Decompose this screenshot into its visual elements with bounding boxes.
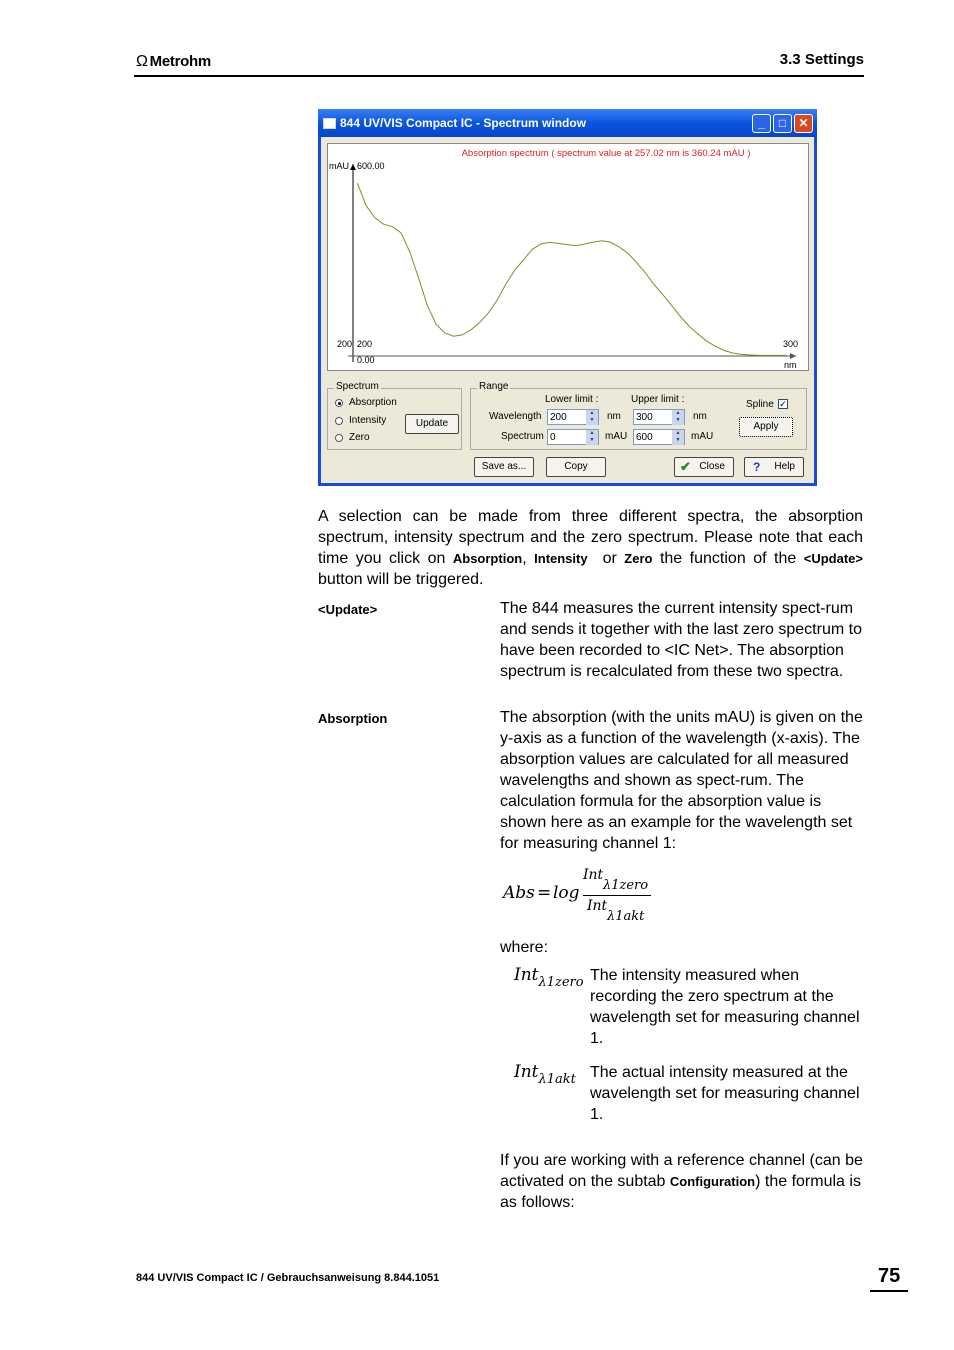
spectrum-plot — [327, 143, 809, 371]
spin-arrows-icon[interactable]: ▲ ▼ — [672, 410, 684, 425]
update-description: The 844 measures the current intensity spect-rum and sends it together with the last zero spectrum to have been recorded to <IC Net>. The absorption spectrum is recalculated from these two spectra. — [500, 600, 862, 680]
update-term: <Update> — [318, 602, 378, 617]
formula-log: log — [553, 883, 580, 903]
absorption-formula — [503, 864, 663, 928]
spin-arrows-icon[interactable]: ▲ ▼ — [586, 430, 598, 445]
spectrum-label: Spectrum — [501, 431, 544, 442]
x-axis-arrow-icon — [790, 353, 796, 359]
save-as-button[interactable]: Save as... — [474, 457, 534, 477]
copy-button[interactable]: Copy — [546, 457, 606, 477]
x-unit-label: nm — [784, 360, 797, 370]
logo-text: Metrohm — [149, 53, 211, 70]
spline-checkbox[interactable]: ✓ — [779, 399, 787, 409]
def2-base: Int — [514, 1062, 539, 1082]
radio-zero-label: Zero — [349, 432, 370, 443]
spectrum-chart — [328, 144, 808, 370]
footer-text: 844 UV/VIS Compact IC / Gebrauchsanweisung 8.844.1051 — [136, 1272, 440, 1284]
spectrum-upper-input[interactable] — [633, 429, 685, 445]
header-rule — [134, 75, 864, 77]
spline-label: Spline — [746, 399, 774, 410]
help-question-icon: ? — [753, 460, 761, 474]
formula-fraction-bar — [583, 895, 651, 896]
def1-description: The intensity measured when recording the zero spectrum at the wavelength set for measuring channel 1. — [590, 967, 860, 1047]
lower-limit-label: Lower limit : — [545, 394, 599, 405]
formula-equals: = — [537, 883, 552, 903]
reference-text-2: ) the formula is as follows: — [500, 1173, 861, 1211]
wavelength-label: Wavelength — [489, 411, 542, 422]
range-group-legend: Range — [479, 381, 509, 392]
apply-button[interactable]: Apply — [739, 417, 793, 437]
wavelength-lower-input[interactable] — [547, 409, 599, 425]
def1-sub: λ1zero — [538, 975, 584, 990]
intro-or: or — [587, 550, 625, 567]
formula-num-sub: λ1zero — [603, 878, 649, 893]
def1-base: Int — [514, 965, 539, 985]
intro-paragraph — [318, 506, 863, 590]
close-button-label: Close — [699, 461, 725, 472]
formula-num-base: Int — [583, 867, 604, 883]
formula-den-sub: λ1akt — [607, 909, 645, 924]
y-max-label: 600.00 — [357, 161, 385, 171]
intro-absorption: Absorption — [452, 551, 523, 566]
intro-zero: Zero — [624, 551, 653, 566]
intro-intensity: Intensity — [534, 551, 588, 566]
def2-sub: λ1akt — [538, 1072, 576, 1087]
spectrum-unit-upper: mAU — [691, 431, 714, 442]
spin-arrows-icon[interactable]: ▲ ▼ — [672, 430, 684, 445]
help-button-label: Help — [774, 461, 795, 472]
spectrum-lower-input[interactable] — [547, 429, 599, 445]
intro-update: <Update> — [803, 551, 864, 566]
spectrum-series-line — [357, 183, 785, 355]
reference-configuration: Configuration — [669, 1174, 756, 1189]
spectrum-window — [318, 109, 817, 486]
close-icon[interactable]: ✕ — [794, 114, 813, 133]
absorption-description: The absorption (with the units mAU) is given on the y-axis as a function of the wavelength (x-axis). The absorption values are calculated for all measured wavelengths and shown as spect-rum. The calculation formula for the absorption value is shown here as an example for the wavelength set for measuring channel 1: — [500, 709, 863, 852]
wavelength-upper-input[interactable] — [633, 409, 685, 425]
wavelength-unit-upper: nm — [693, 411, 707, 422]
series-layer — [357, 183, 785, 355]
omega-logo-icon: Ω — [136, 53, 148, 70]
spectrum-unit-lower: mAU — [605, 431, 628, 442]
absorption-term: Absorption — [318, 711, 388, 726]
window-titlebar[interactable] — [318, 109, 817, 137]
maximize-icon[interactable]: □ — [773, 114, 792, 133]
radio-absorption[interactable] — [335, 399, 343, 407]
reference-paragraph — [500, 1150, 864, 1213]
help-button[interactable] — [744, 457, 804, 477]
def1-symbol — [514, 965, 584, 990]
page-number: 75 — [878, 1265, 901, 1287]
window-client — [321, 137, 814, 483]
metrohm-logo — [136, 53, 211, 71]
intro-text-3: button will be triggered. — [318, 571, 484, 588]
section-heading: 3.3 Settings — [779, 51, 864, 68]
window-app-icon[interactable] — [323, 118, 336, 129]
minimize-icon[interactable]: _ — [752, 114, 771, 133]
radio-zero[interactable] — [335, 434, 343, 442]
checkmark-icon: ✔ — [680, 459, 691, 474]
spectrum-lower-value: 0 — [550, 432, 556, 443]
spectrum-group — [327, 381, 462, 450]
def2-symbol — [514, 1062, 576, 1087]
chart-caption: Absorption spectrum ( spectrum value at 257.02 nm is 360.24 mAU ) — [461, 148, 751, 159]
upper-limit-label: Upper limit : — [631, 394, 685, 405]
wavelength-unit-lower: nm — [607, 411, 621, 422]
y-min-label: 0.00 — [357, 355, 375, 365]
spectrum-group-legend: Spectrum — [336, 381, 379, 392]
y-unit-label: mAU — [329, 161, 349, 171]
intro-text-2: the function of the — [652, 550, 804, 567]
reference-text-1: If you are working with a reference channel (can be activated on the subtab — [500, 1152, 863, 1190]
where-label: where: — [500, 939, 549, 956]
radio-intensity-label: Intensity — [349, 415, 387, 426]
wavelength-upper-value: 300 — [636, 412, 653, 423]
close-button[interactable] — [674, 457, 734, 477]
x-min-label-b: 200 — [357, 339, 373, 349]
y-axis-arrow-icon — [350, 164, 356, 170]
intro-comma: , — [522, 550, 535, 567]
formula-abs: Abs — [503, 883, 535, 903]
def2-description: The actual intensity measured at the wavelength set for measuring channel 1. — [590, 1064, 860, 1123]
range-group — [470, 381, 807, 450]
radio-absorption-label: Absorption — [349, 397, 397, 408]
formula-den-base: Int — [587, 898, 608, 914]
wavelength-lower-value: 200 — [550, 412, 567, 423]
intro-text-1: A selection can be made from three different spectra, the absorption spectrum, intensity spectrum and the zero spectrum. Please note that each time you click on — [318, 508, 863, 567]
x-min-label-a: 200 — [337, 339, 353, 349]
x-max-label: 300 — [783, 339, 799, 349]
footer-rule — [870, 1290, 908, 1292]
spin-arrows-icon[interactable]: ▲ ▼ — [586, 410, 598, 425]
window-title: 844 UV/VIS Compact IC - Spectrum window — [340, 116, 587, 130]
radio-intensity[interactable] — [335, 417, 343, 425]
spectrum-upper-value: 600 — [636, 432, 653, 443]
update-button[interactable]: Update — [405, 414, 459, 434]
